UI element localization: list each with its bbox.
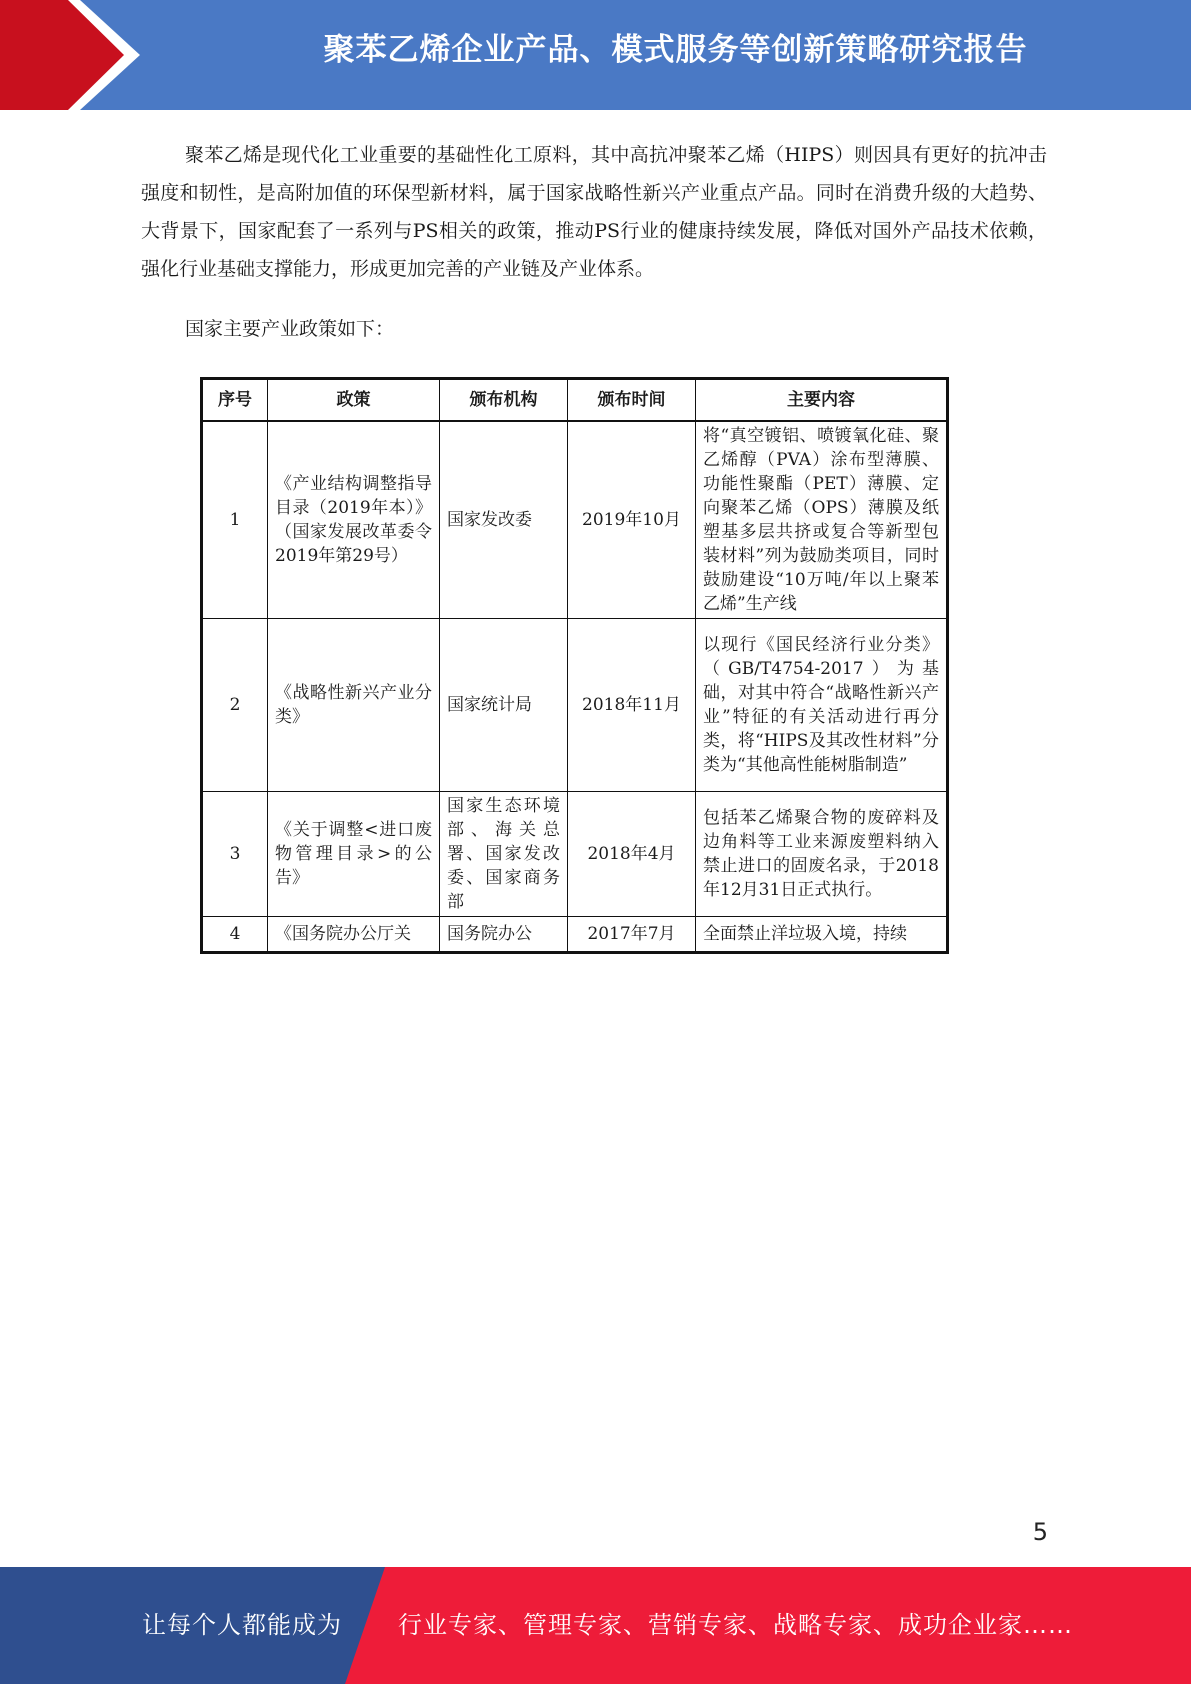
cell-policy: 《产业结构调整指导目录（2019年本）》（国家发展改革委令2019年第29号） [268,421,440,619]
header-date: 颁布时间 [568,379,696,422]
cell-no-text: 4 [229,924,241,944]
header-content: 主要内容 [696,379,948,422]
cell-policy [268,917,440,953]
intro-paragraph: 聚苯乙烯是现代化工业重要的基础性化工原料，其中高抗冲聚苯乙烯（HIPS）则因具有更好的抗冲击强度和韧性，是高附加值的环保型新材料，属于国家战略性新兴产业重点产品。同时在消费升级的大趋势、大背景下，国家配套了一系列与PS相关的政策，推动PS行业的健康持续发展，降低对国外产品技术依赖，强化行业基础支撑能力，形成更加完善的产业链及产业体系。 [141,144,1047,280]
page-number: 5 [1032,1518,1048,1546]
cell-content: 包括苯乙烯聚合物的废碎料及边角料等工业来源废塑料纳入禁止进口的固废名录，于2018年12月31日正式执行。 [696,792,948,917]
cell-org: 国家生态环境部、海关总署、国家发改委、国家商务部 [440,792,568,917]
cell-date [568,917,696,953]
cell-policy: 《关于调整<进口废物管理目录>的公告》 [268,792,440,917]
table-header-row [202,379,948,422]
cell-content [696,917,948,953]
cell-no: 2 [202,619,268,792]
header-org: 颁布机构 [440,379,568,422]
cell-content-text: 全面禁止洋垃圾入境，持续 [703,924,907,944]
cell-policy-text: 《国务院办公厅关 [275,924,411,944]
cell-date-text: 2017年7月 [587,924,676,944]
report-title: 聚苯乙烯企业产品、模式服务等创新策略研究报告 [323,32,1028,68]
cell-org: 国家发改委 [440,421,568,619]
cell-org [440,917,568,953]
cell-org-text: 国务院办公 [447,924,532,944]
table-row [202,619,948,792]
table-row [202,792,948,917]
header-no: 序号 [202,379,268,422]
footer-slogan-left: 让每个人都能成为 [142,1611,342,1639]
cell-date: 2018年4月 [568,792,696,917]
table-row [202,421,948,619]
header-policy: 政策 [268,379,440,422]
header-banner [0,0,1191,110]
cell-no: 1 [202,421,268,619]
footer-slogan-right: 行业专家、管理专家、营销专家、战略专家、成功企业家…… [398,1611,1073,1639]
cell-content: 以现行《国民经济行业分类》（GB/T4754-2017）为基础，对其中符合“战略性新兴产业”特征的有关活动进行再分类，将“HIPS及其改性材料”分类为“其他高性能树脂制造” [696,619,948,792]
footer-banner [0,1567,1191,1684]
cell-date: 2019年10月 [568,421,696,619]
cell-no [202,917,268,953]
header-arrow-decoration [0,0,150,110]
cell-org: 国家统计局 [440,619,568,792]
table-row [202,917,948,953]
cell-policy: 《战略性新兴产业分类》 [268,619,440,792]
policy-table [200,377,949,954]
cell-content: 将“真空镀铝、喷镀氧化硅、聚乙烯醇（PVA）涂布型薄膜、功能性聚酯（PET）薄膜、定向聚苯乙烯（OPS）薄膜及纸塑基多层共挤或复合等新型包装材料”列为鼓励类项目，同时鼓励建设“10万吨/年以上聚苯乙烯”生产线 [696,421,948,619]
cell-no: 3 [202,792,268,917]
policy-lead-text: 国家主要产业政策如下： [185,318,395,340]
cell-date: 2018年11月 [568,619,696,792]
